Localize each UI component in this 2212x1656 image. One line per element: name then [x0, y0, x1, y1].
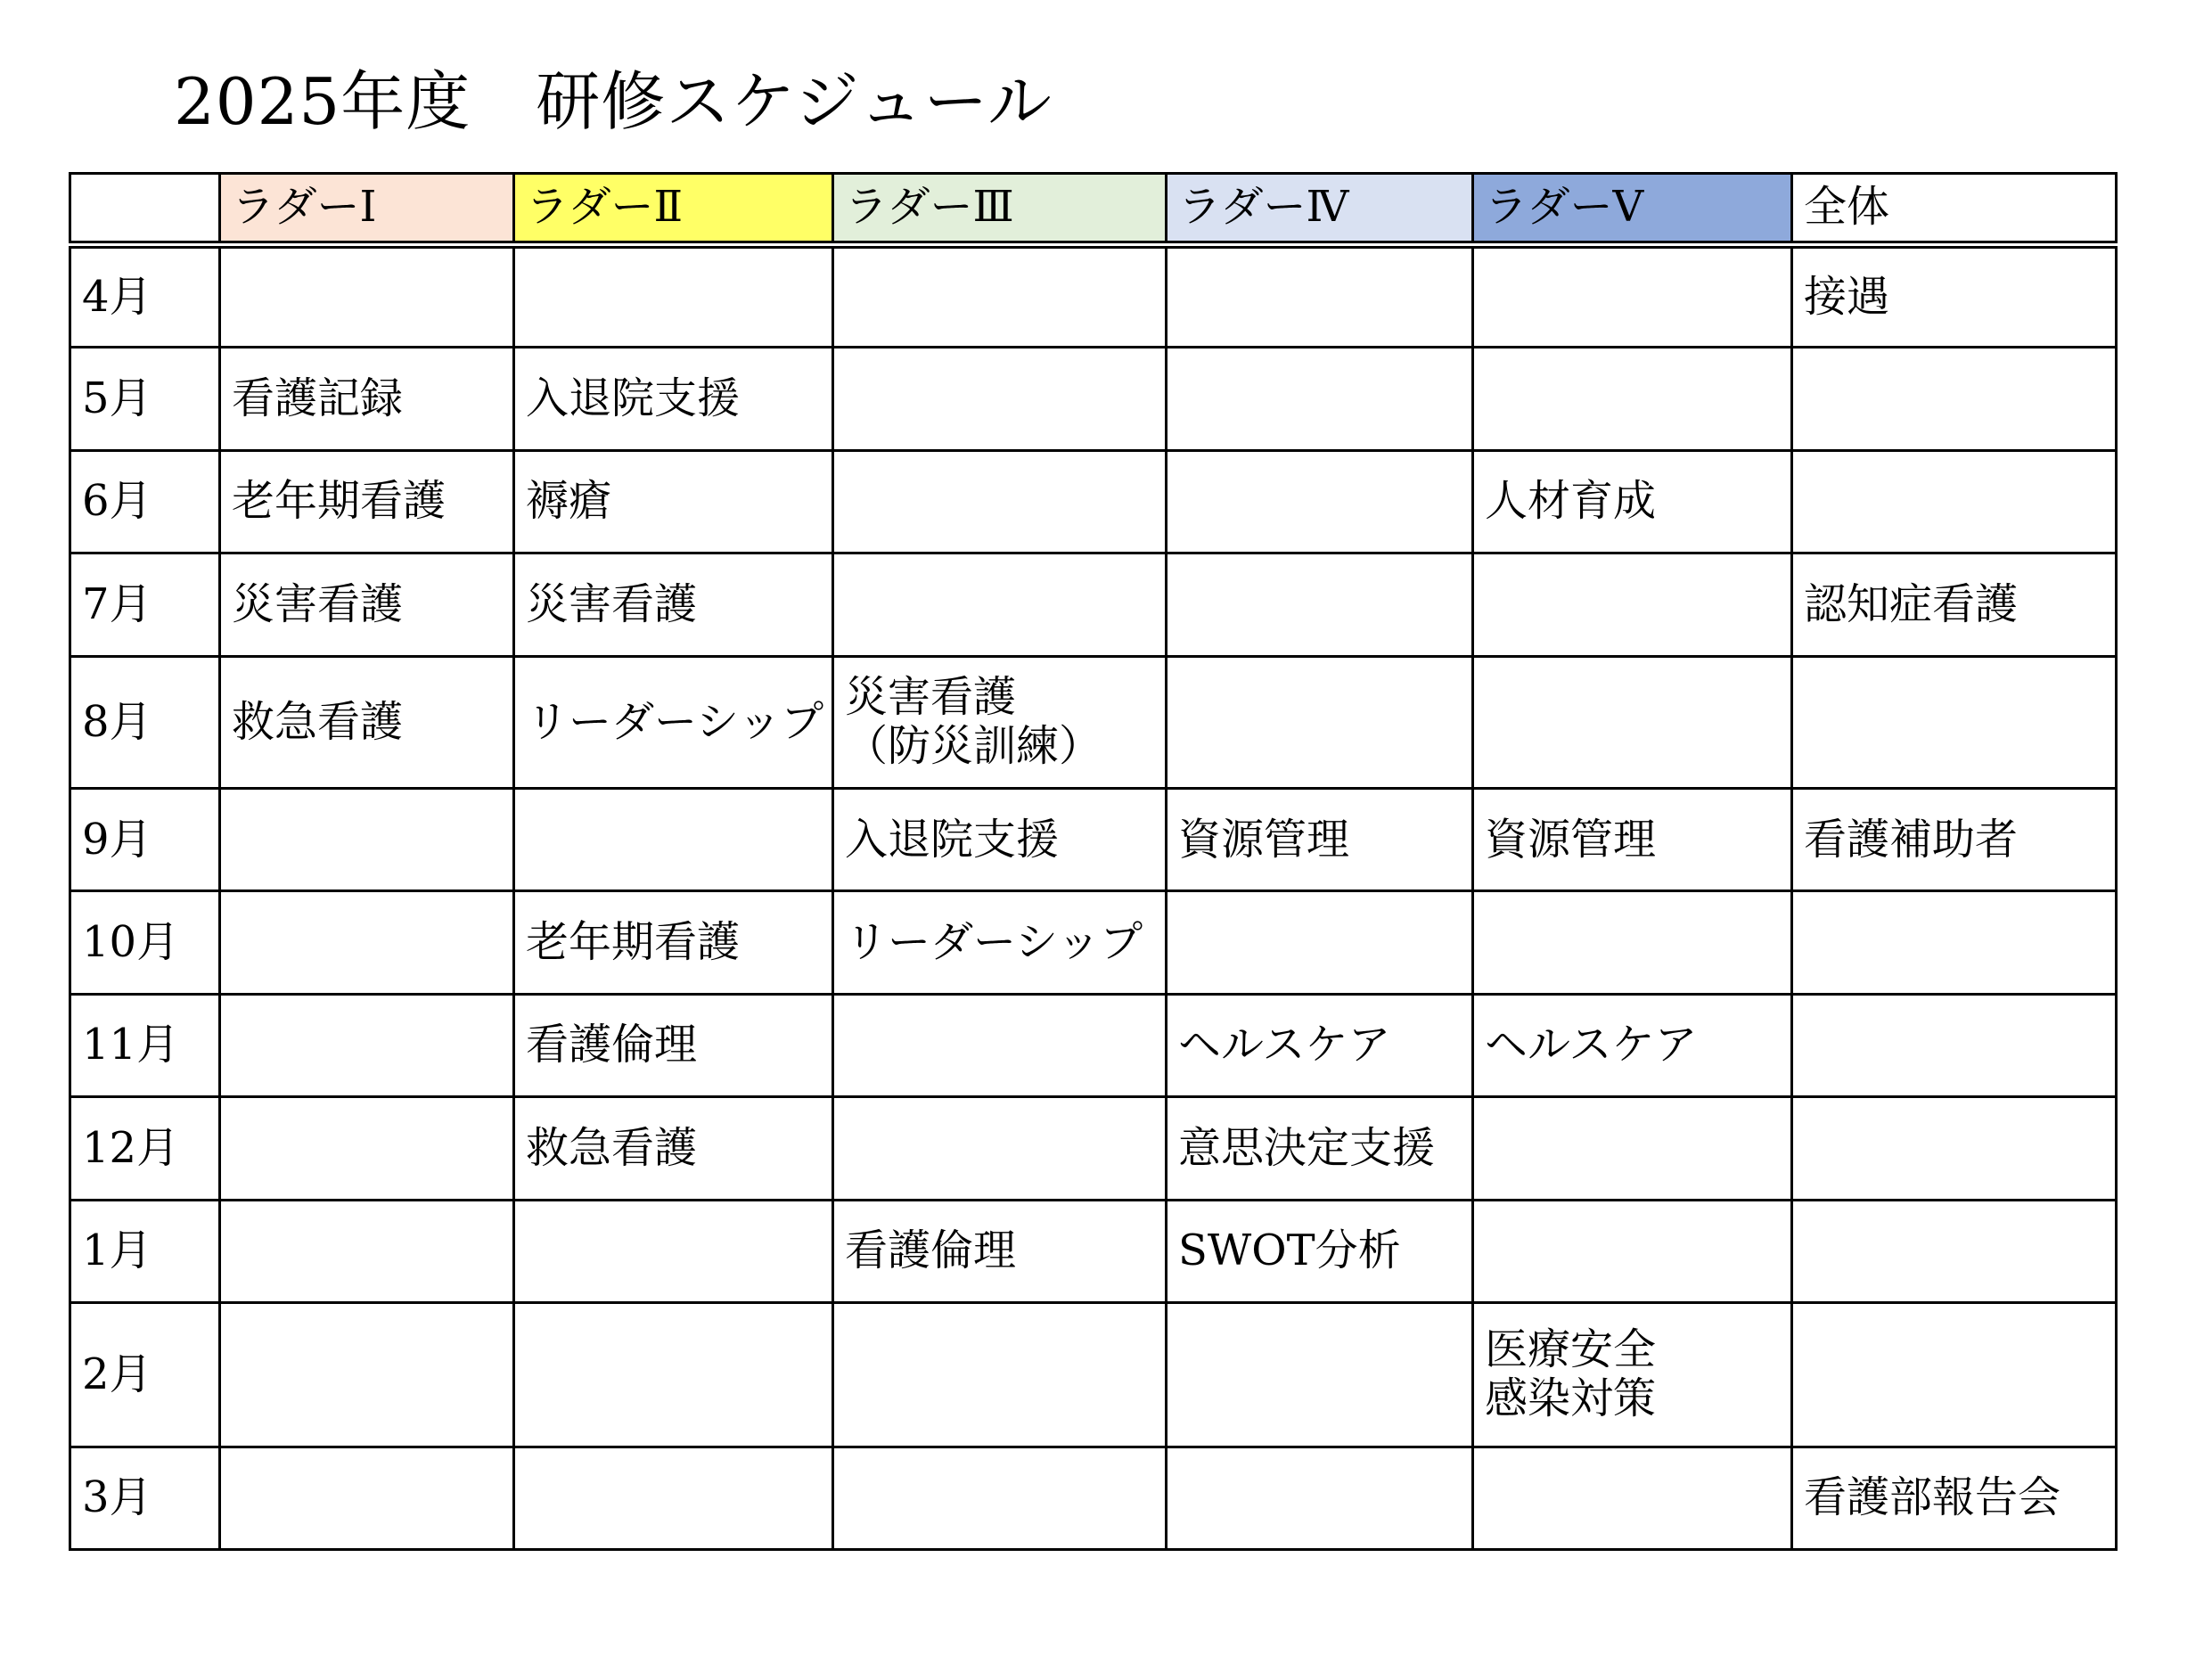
schedule-cell: 看護倫理: [833, 1200, 1167, 1302]
month-cell: 2月: [70, 1303, 220, 1447]
schedule-cell: [1792, 891, 2117, 994]
table-row: [70, 245, 2117, 348]
schedule-cell: [833, 994, 1167, 1096]
schedule-cell: [1167, 450, 1473, 553]
schedule-cell: [833, 450, 1167, 553]
schedule-cell: ヘルスケア: [1473, 994, 1792, 1096]
month-cell: 7月: [70, 553, 220, 656]
header-all: 全体: [1792, 174, 2117, 245]
schedule-cell: [514, 245, 833, 348]
schedule-cell: 医療安全 感染対策: [1473, 1303, 1792, 1447]
schedule-cell: [1167, 245, 1473, 348]
schedule-cell: [220, 1097, 514, 1200]
schedule-cell: [1167, 1303, 1473, 1447]
schedule-cell: [1167, 348, 1473, 450]
schedule-cell: [220, 245, 514, 348]
table-row: [70, 656, 2117, 789]
schedule-cell: 接遇: [1792, 245, 2117, 348]
month-cell: 11月: [70, 994, 220, 1096]
schedule-cell: [1473, 1447, 1792, 1549]
schedule-cell: [833, 553, 1167, 656]
month-cell: 9月: [70, 789, 220, 891]
table-row: [70, 348, 2117, 450]
schedule-cell: [1792, 1303, 2117, 1447]
month-cell: 8月: [70, 656, 220, 789]
schedule-cell: 資源管理: [1473, 789, 1792, 891]
table-row: [70, 553, 2117, 656]
header-ladder-2: ラダーⅡ: [514, 174, 833, 245]
schedule-cell: 入退院支援: [514, 348, 833, 450]
table-header: [70, 174, 2117, 245]
schedule-cell: [1473, 656, 1792, 789]
schedule-cell: 看護記録: [220, 348, 514, 450]
schedule-cell: [833, 245, 1167, 348]
schedule-cell: [1792, 994, 2117, 1096]
schedule-cell: [1473, 1200, 1792, 1302]
month-cell: 6月: [70, 450, 220, 553]
schedule-cell: 褥瘡: [514, 450, 833, 553]
schedule-cell: リーダーシップ: [514, 656, 833, 789]
header-row: [70, 174, 2117, 245]
schedule-cell: 災害看護: [220, 553, 514, 656]
schedule-cell: [220, 789, 514, 891]
schedule-cell: [514, 1303, 833, 1447]
month-cell: 12月: [70, 1097, 220, 1200]
schedule-cell: [1167, 891, 1473, 994]
schedule-cell: 資源管理: [1167, 789, 1473, 891]
header-corner-cell: [70, 174, 220, 245]
month-cell: 4月: [70, 245, 220, 348]
schedule-cell: [1167, 553, 1473, 656]
schedule-cell: [1792, 1097, 2117, 1200]
header-ladder-3: ラダーⅢ: [833, 174, 1167, 245]
schedule-cell: [220, 1200, 514, 1302]
schedule-cell: 老年期看護: [514, 891, 833, 994]
table-row: [70, 891, 2117, 994]
header-ladder-1: ラダーⅠ: [220, 174, 514, 245]
schedule-cell: [220, 1447, 514, 1549]
schedule-cell: [1792, 656, 2117, 789]
schedule-cell: [1473, 553, 1792, 656]
schedule-cell: [514, 1200, 833, 1302]
schedule-cell: [220, 1303, 514, 1447]
table-row: [70, 450, 2117, 553]
table-body: [70, 245, 2117, 1550]
schedule-cell: [1473, 1097, 1792, 1200]
table-row: [70, 1447, 2117, 1549]
schedule-cell: [220, 994, 514, 1096]
schedule-cell: [1167, 656, 1473, 789]
table-row: [70, 1097, 2117, 1200]
schedule-cell: [1473, 348, 1792, 450]
schedule-cell: 災害看護: [514, 553, 833, 656]
schedule-cell: 看護補助者: [1792, 789, 2117, 891]
schedule-cell: [1792, 450, 2117, 553]
table-row: [70, 789, 2117, 891]
page-title: 2025年度 研修スケジュール: [174, 64, 1053, 139]
header-ladder-4: ラダーⅣ: [1167, 174, 1473, 245]
schedule-cell: ヘルスケア: [1167, 994, 1473, 1096]
month-cell: 5月: [70, 348, 220, 450]
schedule-cell: 認知症看護: [1792, 553, 2117, 656]
month-cell: 3月: [70, 1447, 220, 1549]
header-ladder-5: ラダーⅤ: [1473, 174, 1792, 245]
training-schedule-table: [69, 172, 2118, 1551]
table-row: [70, 1200, 2117, 1302]
schedule-cell: リーダーシップ: [833, 891, 1167, 994]
schedule-cell: 看護部報告会: [1792, 1447, 2117, 1549]
schedule-cell: [1792, 1200, 2117, 1302]
schedule-cell: 入退院支援: [833, 789, 1167, 891]
schedule-cell: SWOT分析: [1167, 1200, 1473, 1302]
schedule-cell: 人材育成: [1473, 450, 1792, 553]
schedule-cell: [833, 1447, 1167, 1549]
schedule-cell: 老年期看護: [220, 450, 514, 553]
schedule-cell: [514, 789, 833, 891]
schedule-cell: [1473, 891, 1792, 994]
schedule-cell: 看護倫理: [514, 994, 833, 1096]
table-row: [70, 1303, 2117, 1447]
schedule-cell: [833, 1097, 1167, 1200]
schedule-cell: [514, 1447, 833, 1549]
schedule-cell: 救急看護: [514, 1097, 833, 1200]
month-cell: 10月: [70, 891, 220, 994]
schedule-cell: 救急看護: [220, 656, 514, 789]
schedule-cell: [1473, 245, 1792, 348]
schedule-cell: [1167, 1447, 1473, 1549]
table-row: [70, 994, 2117, 1096]
schedule-cell: [1792, 348, 2117, 450]
schedule-cell: [833, 1303, 1167, 1447]
schedule-cell: 意思決定支援: [1167, 1097, 1473, 1200]
schedule-cell: [220, 891, 514, 994]
schedule-cell: 災害看護 （防災訓練）: [833, 656, 1167, 789]
month-cell: 1月: [70, 1200, 220, 1302]
schedule-cell: [833, 348, 1167, 450]
